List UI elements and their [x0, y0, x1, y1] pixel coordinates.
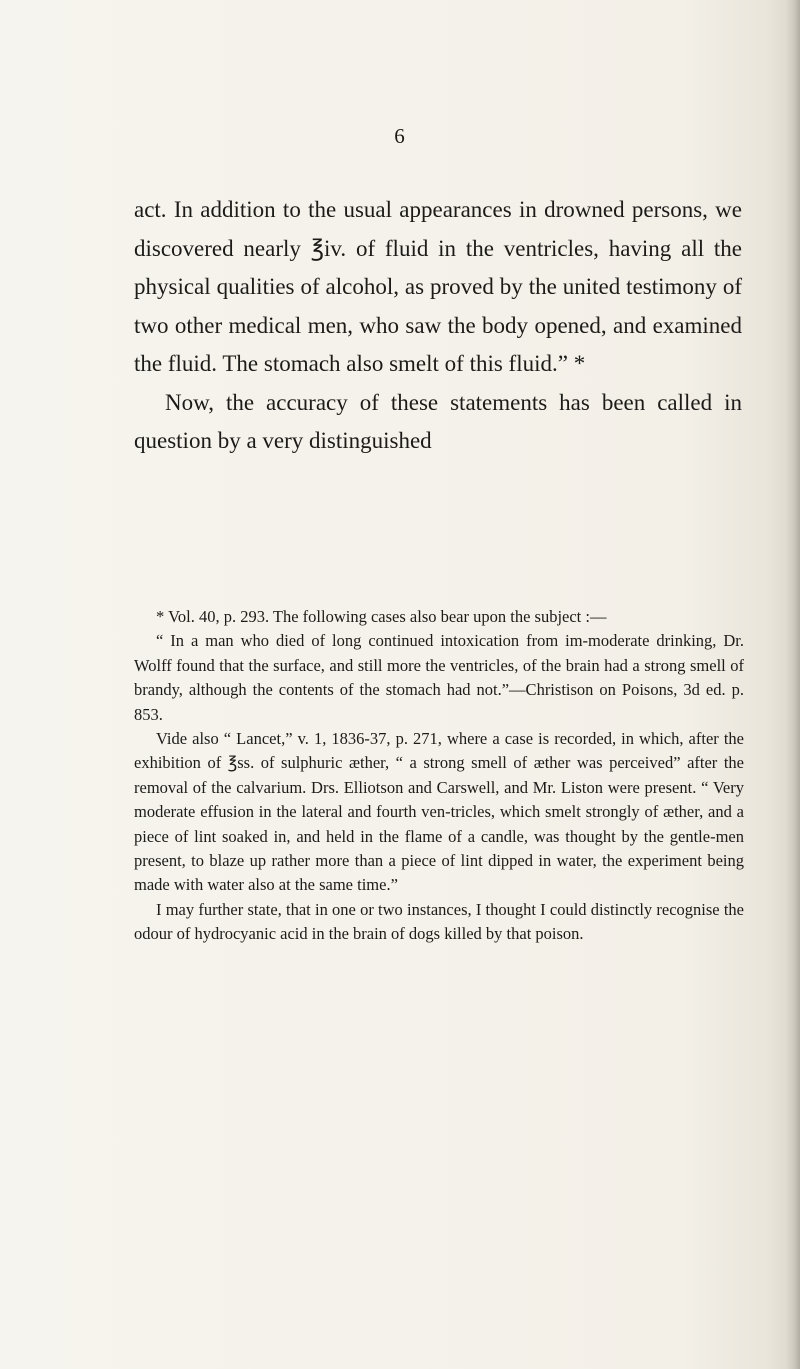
footnote-paragraph: “ In a man who died of long continued intoxication from im-moderate drinking, Dr. Wolff found that the surface, and still more the ventricles, of the brain had a strong smell of brandy, although the contents of the stomach had not.”—Christison on Poisons, 3d ed. p. 853.	[134, 631, 744, 724]
body-paragraph: Now, the accuracy of these statements has been called in question by a very distinguished	[134, 389, 742, 453]
footnote-paragraph: I may further state, that in one or two instances, I thought I could distinctly recognise the odour of hydrocyanic acid in the brain of dogs killed by that poison.	[134, 899, 744, 944]
page-edge-shadow	[786, 0, 800, 1369]
body-paragraph: act. In addition to the usual appearances in drowned persons, we discovered nearly ℥iv. of fluid in the ventricles, having all the physical qualities of alcohol, as proved by the united testimony of two other medical men, who saw the body opened, and examined the fluid. The stomach also smelt of this fluid.” *	[134, 197, 742, 376]
footnote-block	[134, 605, 744, 947]
page-number: 6	[394, 124, 406, 148]
footnote-paragraph: * Vol. 40, p. 293. The following cases also bear upon the subject :—	[156, 607, 607, 626]
footnote-paragraph: Vide also “ Lancet,” v. 1, 1836-37, p. 271, where a case is recorded, in which, after the exhibition of ℥ss. of sulphuric æther, “ a strong smell of æther was perceived” after the removal of the calvarium. Drs. Elliotson and Carswell, and Mr. Liston were present. “ Very moderate effusion in the lateral and fourth ven-tricles, which smelt strongly of æther, and a piece of lint soaked in, and held in the flame of a candle, was thought by the gentle-men present, to blaze up rather more than a piece of lint dipped in water, the experiment being made with water also at the same time.”	[134, 729, 744, 895]
main-text	[134, 191, 742, 461]
